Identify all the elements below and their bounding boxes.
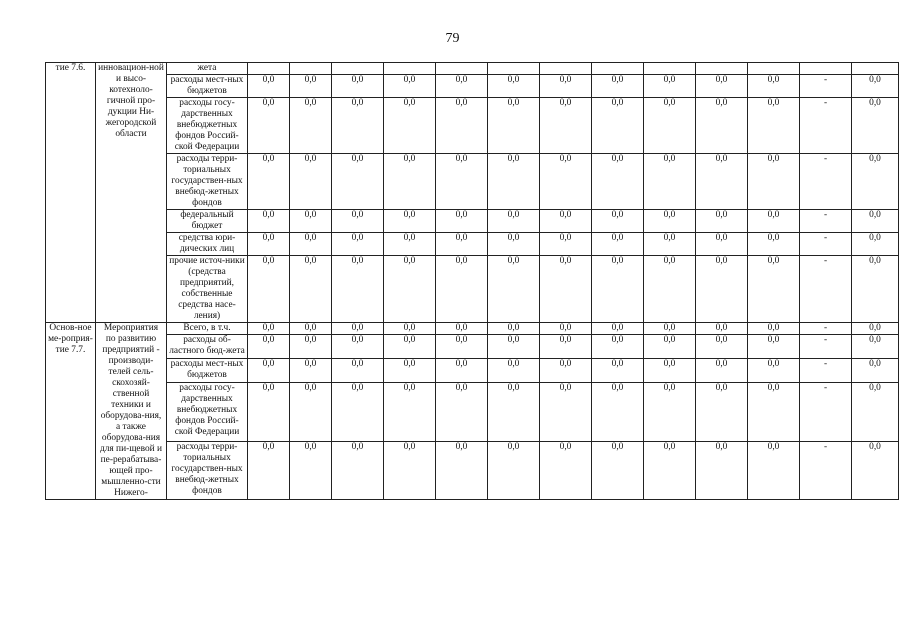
value-cell: 0,0 (248, 359, 290, 383)
value-cell: 0,0 (644, 441, 696, 499)
value-cell: 0,0 (540, 98, 592, 154)
value-cell: 0,0 (488, 75, 540, 98)
value-cell: 0,0 (436, 98, 488, 154)
value-cell: 0,0 (248, 335, 290, 359)
value-cell: 0,0 (748, 154, 800, 210)
value-cell: 0,0 (696, 383, 748, 441)
funding-source-cell: расходы мест-ных бюджетов (167, 75, 248, 98)
value-cell: 0,0 (332, 98, 384, 154)
value-cell: - (800, 323, 852, 335)
table-row (46, 441, 899, 499)
funding-source-cell: расходы об-ластного бюд-жета (167, 335, 248, 359)
value-cell: 0,0 (384, 210, 436, 233)
section-cell: Основ-ное ме-роприя-тие 7.7. (46, 323, 96, 500)
value-cell: 0,0 (696, 233, 748, 256)
value-cell: 0,0 (696, 210, 748, 233)
value-cell: 0,0 (248, 441, 290, 499)
value-cell: 0,0 (488, 383, 540, 441)
budget-table-body (46, 63, 899, 500)
value-cell: 0,0 (384, 75, 436, 98)
value-cell: 0,0 (488, 98, 540, 154)
table-row (46, 323, 899, 335)
value-cell: 0,0 (852, 323, 899, 335)
value-cell (748, 63, 800, 75)
value-cell: 0,0 (540, 359, 592, 383)
value-cell: 0,0 (248, 75, 290, 98)
value-cell: 0,0 (248, 98, 290, 154)
value-cell: 0,0 (748, 323, 800, 335)
value-cell: 0,0 (592, 441, 644, 499)
value-cell: 0,0 (748, 98, 800, 154)
value-cell: 0,0 (488, 154, 540, 210)
value-cell: 0,0 (696, 154, 748, 210)
value-cell: 0,0 (332, 323, 384, 335)
budget-table (45, 62, 899, 500)
value-cell: 0,0 (592, 98, 644, 154)
value-cell: 0,0 (644, 154, 696, 210)
value-cell: 0,0 (290, 335, 332, 359)
funding-source-cell: расходы терри-ториальных государствен-ных внебюд-жетных фондов (167, 154, 248, 210)
value-cell: 0,0 (290, 233, 332, 256)
value-cell: 0,0 (436, 210, 488, 233)
funding-source-cell: федеральный бюджет (167, 210, 248, 233)
table-row (46, 359, 899, 383)
value-cell: 0,0 (852, 359, 899, 383)
funding-source-cell: средства юри-дических лиц (167, 233, 248, 256)
value-cell: 0,0 (696, 359, 748, 383)
value-cell: 0,0 (696, 441, 748, 499)
value-cell: 0,0 (540, 233, 592, 256)
value-cell: 0,0 (748, 210, 800, 233)
value-cell (332, 63, 384, 75)
value-cell: 0,0 (748, 383, 800, 441)
table-row (46, 63, 899, 75)
value-cell: 0,0 (540, 210, 592, 233)
value-cell: 0,0 (436, 441, 488, 499)
value-cell: 0,0 (436, 75, 488, 98)
value-cell (488, 63, 540, 75)
value-cell: 0,0 (332, 256, 384, 323)
value-cell: 0,0 (384, 98, 436, 154)
value-cell (384, 63, 436, 75)
funding-source-cell: расходы терри-ториальных государствен-ных внебюд-жетных фондов (167, 441, 248, 499)
value-cell: 0,0 (290, 359, 332, 383)
value-cell: 0,0 (696, 323, 748, 335)
value-cell: 0,0 (644, 233, 696, 256)
value-cell: 0,0 (436, 359, 488, 383)
value-cell: 0,0 (248, 256, 290, 323)
value-cell: 0,0 (644, 335, 696, 359)
value-cell: 0,0 (852, 441, 899, 499)
value-cell: 0,0 (852, 210, 899, 233)
value-cell: 0,0 (436, 383, 488, 441)
value-cell: - (800, 256, 852, 323)
value-cell: 0,0 (644, 256, 696, 323)
funding-source-cell: жета (167, 63, 248, 75)
value-cell: 0,0 (488, 323, 540, 335)
value-cell: 0,0 (592, 359, 644, 383)
value-cell: 0,0 (748, 335, 800, 359)
value-cell: 0,0 (290, 98, 332, 154)
value-cell: 0,0 (696, 256, 748, 323)
value-cell (540, 63, 592, 75)
value-cell: 0,0 (644, 98, 696, 154)
table-row (46, 75, 899, 98)
value-cell: 0,0 (748, 359, 800, 383)
value-cell (290, 63, 332, 75)
value-cell: 0,0 (696, 75, 748, 98)
value-cell: - (800, 210, 852, 233)
value-cell (248, 63, 290, 75)
value-cell: 0,0 (436, 256, 488, 323)
value-cell: 0,0 (696, 335, 748, 359)
value-cell (800, 63, 852, 75)
value-cell: 0,0 (332, 210, 384, 233)
value-cell: 0,0 (592, 383, 644, 441)
value-cell: 0,0 (290, 323, 332, 335)
value-cell: 0,0 (436, 154, 488, 210)
value-cell: 0,0 (852, 233, 899, 256)
value-cell (644, 63, 696, 75)
value-cell: 0,0 (248, 210, 290, 233)
value-cell: 0,0 (540, 441, 592, 499)
value-cell: 0,0 (384, 256, 436, 323)
value-cell: 0,0 (540, 256, 592, 323)
funding-source-cell: Всего, в т.ч. (167, 323, 248, 335)
value-cell: 0,0 (436, 323, 488, 335)
value-cell: 0,0 (384, 383, 436, 441)
value-cell: 0,0 (248, 233, 290, 256)
table-row (46, 256, 899, 323)
value-cell: 0,0 (384, 323, 436, 335)
value-cell: 0,0 (852, 256, 899, 323)
value-cell: 0,0 (592, 210, 644, 233)
funding-source-cell: расходы госу-дарственных внебюджетных фондов Россий-ской Федерации (167, 383, 248, 441)
value-cell: 0,0 (290, 75, 332, 98)
value-cell: 0,0 (852, 98, 899, 154)
value-cell: 0,0 (540, 75, 592, 98)
value-cell: 0,0 (384, 154, 436, 210)
table-row (46, 210, 899, 233)
value-cell: - (800, 154, 852, 210)
value-cell: 0,0 (592, 256, 644, 323)
value-cell (696, 63, 748, 75)
value-cell: - (800, 335, 852, 359)
table-row (46, 233, 899, 256)
value-cell: 0,0 (332, 359, 384, 383)
value-cell: 0,0 (540, 154, 592, 210)
measure-cell: Мероприятия по развитию предприятий - производи-телей сель-скохозяй-ственной техники и оборудова-ния, а также оборудова-ния для пи-щевой и пе-рерабатыва-ющей про-мышленно-сти Нижего- (96, 323, 167, 500)
value-cell: 0,0 (748, 441, 800, 499)
value-cell: 0,0 (748, 75, 800, 98)
value-cell: 0,0 (332, 441, 384, 499)
value-cell: 0,0 (332, 75, 384, 98)
value-cell: - (800, 98, 852, 154)
table-row (46, 154, 899, 210)
value-cell: 0,0 (592, 323, 644, 335)
value-cell: 0,0 (644, 323, 696, 335)
value-cell: 0,0 (384, 441, 436, 499)
value-cell: 0,0 (644, 210, 696, 233)
value-cell: 0,0 (592, 335, 644, 359)
value-cell: - (800, 233, 852, 256)
funding-source-cell: прочие источ-ники (средства предприятий, собственные средства насе-ления) (167, 256, 248, 323)
value-cell: 0,0 (852, 154, 899, 210)
value-cell: 0,0 (436, 335, 488, 359)
value-cell: 0,0 (290, 383, 332, 441)
value-cell: 0,0 (748, 233, 800, 256)
value-cell: 0,0 (592, 75, 644, 98)
value-cell: 0,0 (332, 335, 384, 359)
value-cell: 0,0 (290, 210, 332, 233)
funding-source-cell: расходы мест-ных бюджетов (167, 359, 248, 383)
value-cell: 0,0 (540, 335, 592, 359)
value-cell: 0,0 (488, 256, 540, 323)
value-cell (592, 63, 644, 75)
value-cell: - (800, 441, 852, 499)
value-cell: 0,0 (644, 383, 696, 441)
value-cell: 0,0 (384, 233, 436, 256)
value-cell: 0,0 (540, 383, 592, 441)
value-cell: - (800, 75, 852, 98)
value-cell: 0,0 (290, 154, 332, 210)
value-cell: 0,0 (540, 323, 592, 335)
value-cell: 0,0 (488, 210, 540, 233)
table-row (46, 383, 899, 441)
value-cell: 0,0 (852, 383, 899, 441)
value-cell: 0,0 (852, 75, 899, 98)
value-cell: 0,0 (488, 335, 540, 359)
value-cell: 0,0 (644, 75, 696, 98)
table-row (46, 335, 899, 359)
measure-cell: инновацион-ной и высо-котехноло-гичной про-дукции Ни-жегородской области (96, 63, 167, 323)
value-cell: 0,0 (748, 256, 800, 323)
page-number: 79 (445, 31, 460, 46)
value-cell: 0,0 (290, 441, 332, 499)
value-cell: 0,0 (290, 256, 332, 323)
value-cell: 0,0 (488, 359, 540, 383)
value-cell: 0,0 (696, 98, 748, 154)
value-cell: 0,0 (332, 233, 384, 256)
value-cell: 0,0 (592, 154, 644, 210)
section-cell: тие 7.6. (46, 63, 96, 323)
value-cell: 0,0 (332, 154, 384, 210)
value-cell: 0,0 (248, 154, 290, 210)
value-cell: 0,0 (332, 383, 384, 441)
value-cell (852, 63, 899, 75)
value-cell: 0,0 (488, 233, 540, 256)
value-cell: 0,0 (384, 335, 436, 359)
value-cell: - (800, 359, 852, 383)
value-cell: 0,0 (592, 233, 644, 256)
value-cell: 0,0 (644, 359, 696, 383)
value-cell: 0,0 (436, 233, 488, 256)
value-cell: 0,0 (852, 335, 899, 359)
value-cell: 0,0 (248, 383, 290, 441)
value-cell: 0,0 (488, 441, 540, 499)
funding-source-cell: расходы госу-дарственных внебюджетных фондов Россий-ской Федерации (167, 98, 248, 154)
value-cell: - (800, 383, 852, 441)
table-row (46, 98, 899, 154)
value-cell: 0,0 (248, 323, 290, 335)
value-cell (436, 63, 488, 75)
value-cell: 0,0 (384, 359, 436, 383)
